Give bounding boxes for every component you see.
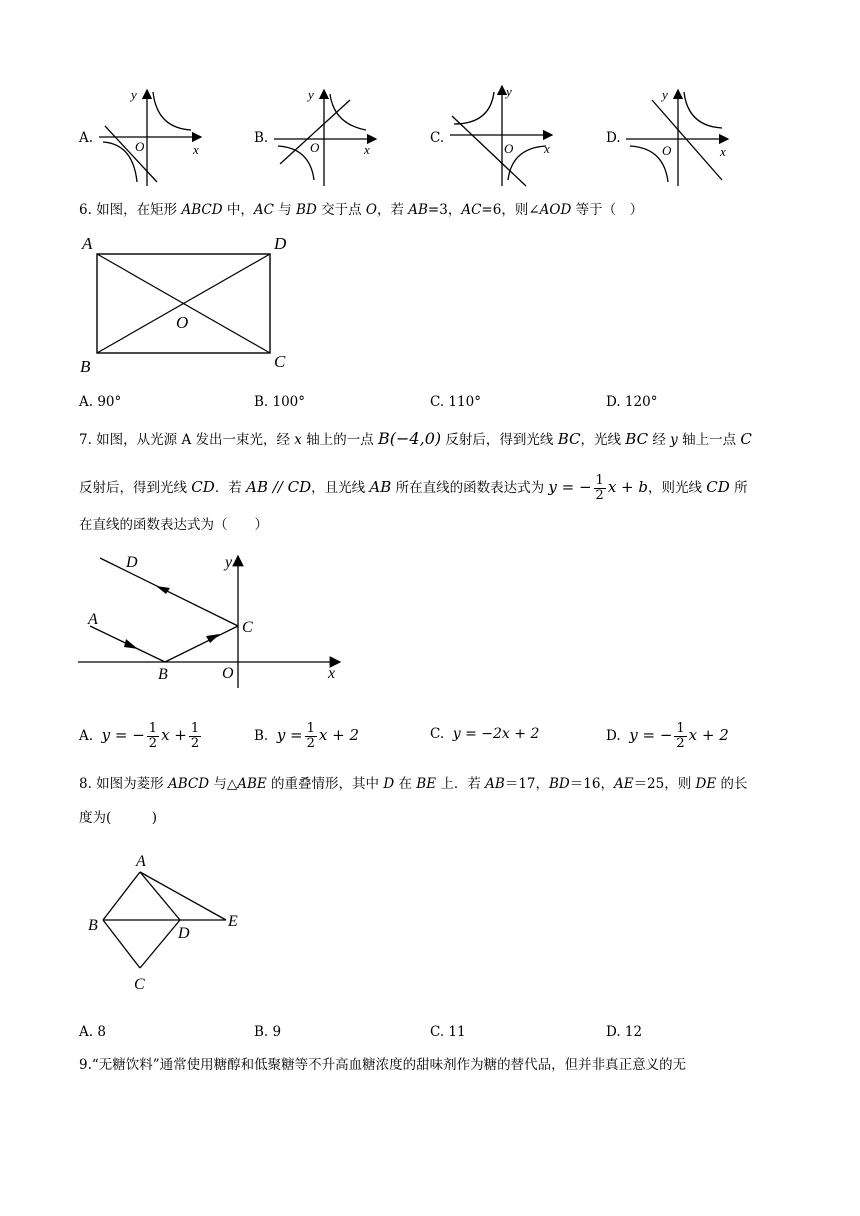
q7-option-expr: x + 2 xyxy=(688,726,729,744)
q7-option-letter: C. xyxy=(430,726,445,742)
q8-text: 的长 xyxy=(716,776,748,792)
q7-line-1 xyxy=(79,428,752,451)
q6-rectangle-figure xyxy=(72,230,302,380)
q7-text: ，则光线 xyxy=(647,480,707,496)
q6-label-o: O xyxy=(176,313,189,332)
q6-text: =6，则∠ xyxy=(481,202,540,218)
q5-option-c-label: C. xyxy=(430,130,445,146)
q7-option-expr: x + 2 xyxy=(318,726,360,744)
q7-fraction-num: 1 xyxy=(148,721,158,736)
q5-d-x-label: x xyxy=(720,144,726,159)
q7-var: x xyxy=(294,432,302,448)
q8-var: AE xyxy=(613,776,634,792)
q5-a-origin-label: O xyxy=(135,139,145,154)
q7-equation: y = − xyxy=(548,478,592,496)
q7-text: ，光线 xyxy=(580,432,626,448)
q6-text: 6. 如图，在矩形 xyxy=(79,202,182,218)
q8-text: 的重叠情形，其中 xyxy=(266,776,384,792)
q7-option-d xyxy=(606,722,729,751)
q8-option-c: C. 11 xyxy=(430,1024,466,1040)
q6-option-a: A. 90° xyxy=(79,394,122,410)
q8-var: AB xyxy=(485,776,505,792)
q6-option-b: B. 100° xyxy=(254,394,306,410)
q5-option-a-label: A. xyxy=(79,130,94,146)
q8-text: ＝17， xyxy=(504,776,550,792)
q7-fraction-num: 1 xyxy=(595,473,604,488)
q7-text: ．若 xyxy=(214,480,247,496)
q7-fraction-den: 2 xyxy=(148,736,158,751)
q6-label-d: D xyxy=(274,234,287,253)
q8-label-b: B xyxy=(88,917,98,934)
q5-b-y-label: y xyxy=(308,87,314,102)
q5-d-y-label: y xyxy=(662,87,668,102)
q7-option-c xyxy=(430,726,539,742)
q7-option-fraction xyxy=(147,722,159,751)
q7-text: 所 xyxy=(729,480,748,496)
q7-text: 反射后，得到光线 xyxy=(79,480,192,496)
q6-label-c: C xyxy=(274,352,286,371)
q5-option-d-graph xyxy=(622,84,742,188)
q7-label-c: C xyxy=(242,619,253,636)
q5-d-origin-label: O xyxy=(662,143,672,158)
q7-option-b xyxy=(254,722,359,751)
q8-var: ABE xyxy=(237,776,267,792)
q7-option-expr: y = − xyxy=(629,726,673,744)
q8-text: ＝16， xyxy=(569,776,614,792)
q6-var: BD xyxy=(296,202,317,218)
q8-text: 8. 如图为菱形 xyxy=(79,776,168,792)
q7-var: CD xyxy=(191,478,215,496)
q8-rhombus-figure xyxy=(80,848,260,996)
q7-text: 7. 如图，从光源 A 发出一束光，经 xyxy=(79,432,295,448)
q5-b-origin-label: O xyxy=(310,140,320,155)
q7-var: CD xyxy=(706,478,730,496)
q7-text: 所在直线的函数表达式为 xyxy=(391,480,549,496)
q6-label-b: B xyxy=(80,357,91,376)
q6-var: O xyxy=(365,202,377,218)
q8-label-a: A xyxy=(136,853,146,870)
q8-var: ABCD xyxy=(167,776,210,792)
q7-var: BC xyxy=(625,430,649,448)
q7-parallel: AB // CD xyxy=(246,478,312,496)
q7-var: BC xyxy=(557,430,581,448)
q7-text: 轴上的一点 xyxy=(301,432,379,448)
q7-option-fraction xyxy=(305,722,317,751)
q7-fraction-den: 2 xyxy=(595,488,604,503)
q8-label-e: E xyxy=(228,913,238,930)
q5-a-y-label: y xyxy=(131,87,137,102)
q6-text: =3， xyxy=(427,202,462,218)
q8-var: D xyxy=(383,776,395,792)
q6-option-d: D. 120° xyxy=(606,394,658,410)
q6-var: AC xyxy=(461,202,482,218)
q7-option-expr: y = xyxy=(276,726,303,744)
q8-text: ＝25，则 xyxy=(633,776,696,792)
q8-option-a: A. 8 xyxy=(79,1024,106,1040)
q5-option-b-graph xyxy=(270,84,390,188)
q6-stem xyxy=(79,199,643,221)
q8-line-1 xyxy=(79,773,748,795)
q7-fraction-num: 1 xyxy=(676,721,685,736)
q7-option-letter: D. xyxy=(606,728,621,744)
q5-option-b-label: B. xyxy=(254,130,269,146)
q7-label-o: O xyxy=(222,665,234,682)
q8-text: 与△ xyxy=(209,776,238,792)
q6-var: AC xyxy=(253,202,274,218)
q7-fraction-den: 2 xyxy=(676,736,685,751)
q8-label-c: C xyxy=(134,976,145,993)
q7-text: 反射后，得到光线 xyxy=(441,432,558,448)
q6-text: 等于（ ） xyxy=(571,202,644,218)
q5-a-x-label: x xyxy=(193,142,199,157)
q7-var: C xyxy=(740,430,752,448)
q6-var: AOD xyxy=(539,202,572,218)
q7-text: ，且光线 xyxy=(311,480,370,496)
q7-fraction xyxy=(594,474,606,503)
q7-label-x: x xyxy=(328,665,336,682)
q5-b-x-label: x xyxy=(364,142,370,157)
q7-option-letter: B. xyxy=(254,728,269,744)
q6-var: AB xyxy=(408,202,428,218)
q7-option-expr: x + xyxy=(161,726,187,744)
q7-option-expr: y = −2x + 2 xyxy=(452,726,540,742)
q8-var: BD xyxy=(549,776,570,792)
q6-text: 与 xyxy=(273,202,297,218)
q8-text: 上．若 xyxy=(436,776,486,792)
q5-option-a-graph xyxy=(95,84,215,188)
q7-line-2 xyxy=(79,474,748,503)
q6-label-a: A xyxy=(82,234,93,253)
q8-var: BE xyxy=(416,776,437,792)
q7-reflection-figure xyxy=(72,550,352,690)
q5-option-c-graph xyxy=(446,82,566,188)
q8-option-b: B. 9 xyxy=(254,1024,282,1040)
q7-fraction-den: 2 xyxy=(306,736,315,751)
q6-option-c: C. 110° xyxy=(430,394,481,410)
q7-option-letter: A. xyxy=(79,728,94,744)
q7-text: 轴上一点 xyxy=(677,432,741,448)
q7-label-b: B xyxy=(158,666,168,683)
q7-fraction-num: 1 xyxy=(190,721,200,736)
q5-option-d-label: D. xyxy=(606,130,621,146)
q5-c-y-label: y xyxy=(506,84,512,99)
q6-text: ，若 xyxy=(376,202,409,218)
q7-option-a xyxy=(79,722,203,751)
q7-label-d: D xyxy=(126,554,138,571)
q7-point-b: B(−4,0) xyxy=(378,429,442,448)
q8-label-d: D xyxy=(178,925,190,942)
q8-line-2: 度为( ) xyxy=(79,810,158,826)
q6-var: ABCD xyxy=(181,202,223,218)
q7-option-expr: y = − xyxy=(101,726,145,744)
q7-fraction-den: 2 xyxy=(190,736,200,751)
q8-text: 在 xyxy=(394,776,417,792)
q8-var: DE xyxy=(695,776,717,792)
q7-line-3: 在直线的函数表达式为（ ） xyxy=(79,517,268,533)
q5-c-x-label: x xyxy=(544,141,550,156)
q9-stem: 9.“无糖饮料”通常使用糖醇和低聚糖等不升高血糖浓度的甜味剂作为糖的替代品，但并非真正意义的无 xyxy=(79,1057,687,1073)
q7-text: 经 xyxy=(648,432,671,448)
q7-fraction-num: 1 xyxy=(306,721,315,736)
q7-equation: x + b xyxy=(607,478,648,496)
q7-var: y xyxy=(670,432,678,448)
q5-c-origin-label: O xyxy=(504,141,514,156)
q7-var: AB xyxy=(369,478,392,496)
q8-option-d: D. 12 xyxy=(606,1024,643,1040)
q6-text: 交于点 xyxy=(316,202,366,218)
q7-option-fraction xyxy=(189,722,201,751)
q6-text: 中， xyxy=(222,202,254,218)
q7-label-y: y xyxy=(225,554,233,571)
q7-label-a: A xyxy=(88,611,98,628)
q7-option-fraction xyxy=(674,722,686,751)
